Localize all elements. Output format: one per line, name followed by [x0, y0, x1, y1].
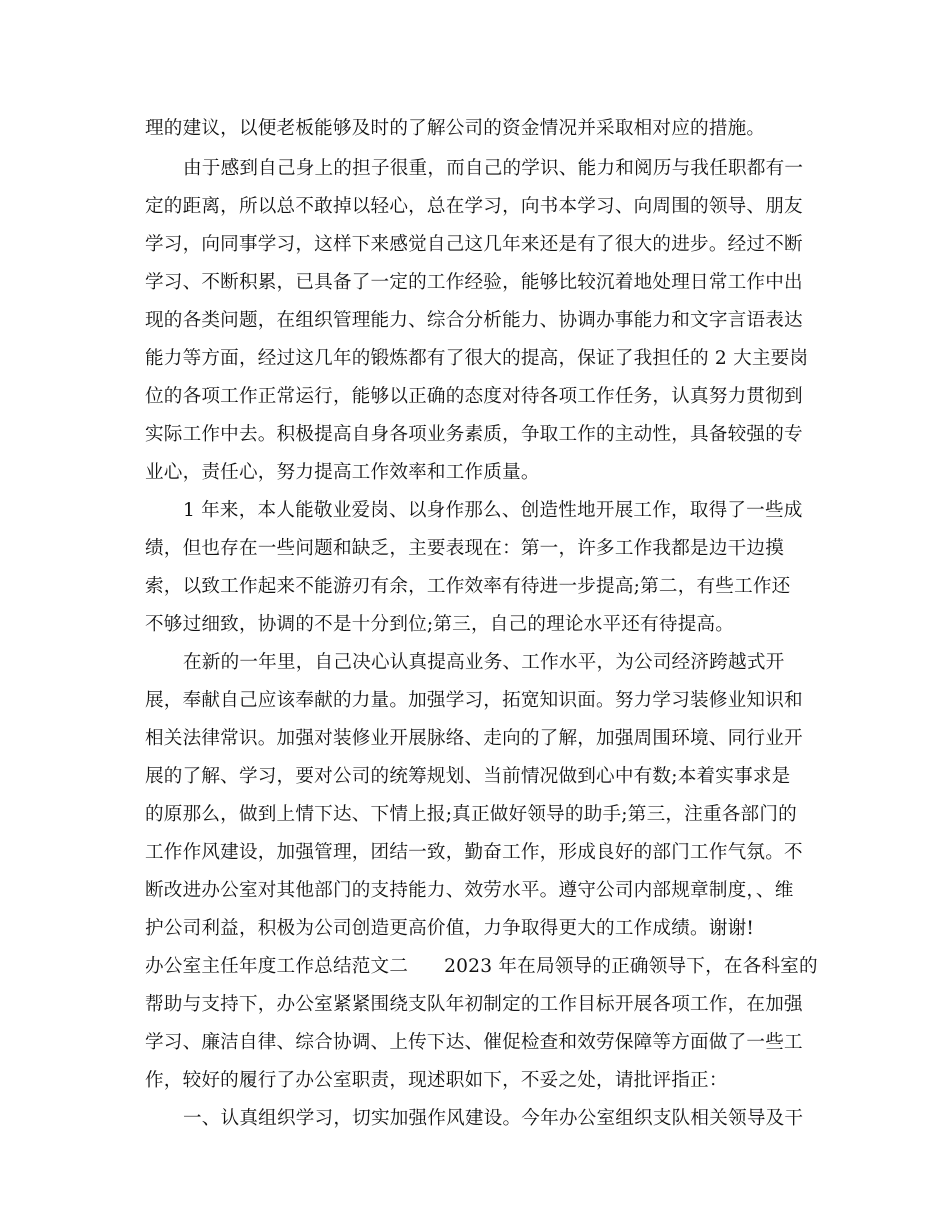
section-first-line: 2023 年在局领导的正确领导下，在各科室的 [444, 956, 818, 977]
section-title: 办公室主任年度工作总结范文二 [145, 956, 409, 977]
text-line: 业心，责任心，努力提高工作效率和工作质量。 [145, 462, 540, 483]
text-line: 现的各类问题，在组织管理能力、综合分析能力、协调办事能力和文字言语表达 [145, 310, 803, 331]
paragraph-start-line: 1 年来，本人能敬业爱岗、以身作那么、创造性地开展工作，取得了一些成 [183, 500, 803, 521]
text-line: 位的各项工作正常运行，能够以正确的态度对待各项工作任务，认真努力贯彻到 [145, 386, 803, 407]
text-line: 展的了解、学习，要对公司的统筹规划、当前情况做到心中有数;本着实事求是 [145, 766, 791, 787]
text-line: 帮助与支持下，办公室紧紧围绕支队年初制定的工作目标开展各项工作，在加强 [145, 994, 803, 1015]
text-line: 学习、不断积累，已具备了一定的工作经验，能够比较沉着地处理日常工作中出 [145, 272, 803, 293]
text-line: 作，较好的履行了办公室职责，现述职如下，不妥之处，请批评指正： [145, 1070, 728, 1091]
text-line: 能力等方面，经过这几年的锻炼都有了很大的提高，保证了我担任的 2 大主要岗 [145, 348, 809, 369]
paragraph-start-line: 在新的一年里，自己决心认真提高业务、工作水平，为公司经济跨越式开 [183, 652, 785, 673]
section-heading-line [145, 950, 818, 984]
text-line: 护公司利益，积极为公司创造更高价值，力争取得更大的工作成绩。谢谢! [145, 918, 755, 939]
text-line: 相关法律常识。加强对装修业开展脉络、走向的了解，加强周围环境、同行业开 [145, 728, 803, 749]
paragraph-start-line: 一、认真组织学习，切实加强作风建设。今年办公室组织支队相关领导及干 [183, 1108, 804, 1129]
text-line: 展，奉献自己应该奉献的力量。加强学习，拓宽知识面。努力学习装修业知识和 [145, 690, 803, 711]
text-line: 实际工作中去。积极提高自身各项业务素质，争取工作的主动性，具备较强的专 [145, 424, 803, 445]
text-line: 学习，向同事学习，这样下来感觉自己这几年来还是有了很大的进步。经过不断 [145, 234, 803, 255]
text-line: 索，以致工作起来不能游刃有余，工作效率有待进一步提高;第二，有些工作还 [145, 576, 791, 597]
text-line: 工作作风建设，加强管理，团结一致，勤奋工作，形成良好的部门工作气氛。不 [145, 842, 803, 863]
text-line: 断改进办公室对其他部门的支持能力、效劳水平。遵守公司内部规章制度，、维 [145, 880, 794, 901]
text-line: 的原那么，做到上情下达、下情上报;真正做好领导的助手;第三，注重各部门的 [145, 804, 797, 825]
text-line: 学习、廉洁自律、综合协调、上传下达、催促检查和效劳保障等方面做了一些工 [145, 1032, 803, 1053]
text-line: 理的建议，以便老板能够及时的了解公司的资金情况并采取相对应的措施。 [145, 118, 766, 139]
text-line: 不够过细致，协调的不是十分到位;第三，自己的理论水平还有待提高。 [145, 614, 735, 635]
text-line: 定的距离，所以总不敢掉以轻心，总在学习，向书本学习、向周围的领导、朋友 [145, 196, 803, 217]
paragraph-start-line: 由于感到自己身上的担子很重，而自己的学识、能力和阅历与我任职都有一 [183, 158, 804, 179]
text-line: 绩，但也存在一些问题和缺乏，主要表现在：第一，许多工作我都是边干边摸 [145, 538, 784, 559]
